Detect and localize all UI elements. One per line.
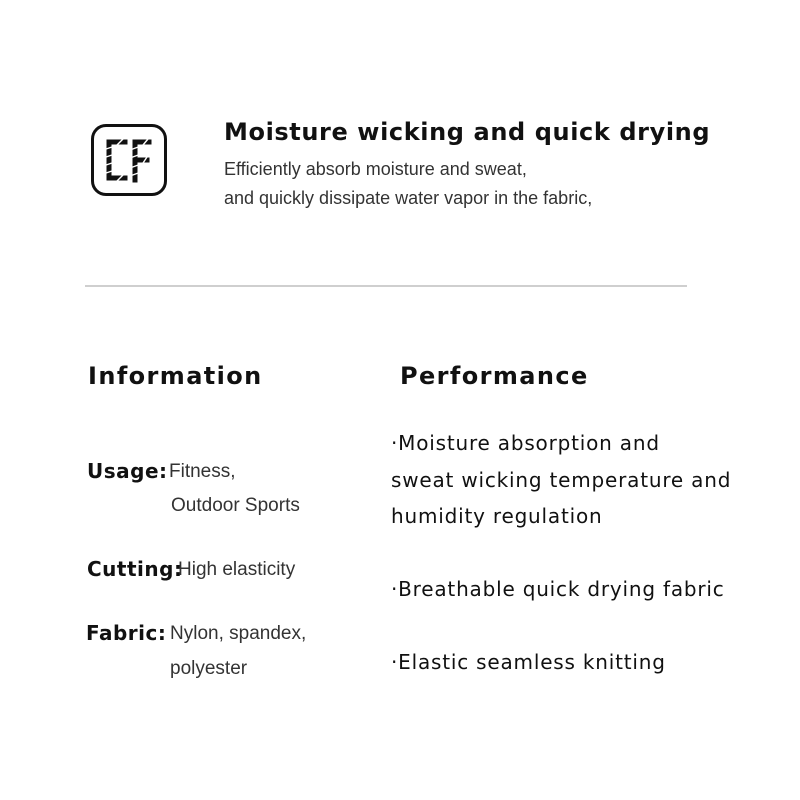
feature-title: Moisture wicking and quick drying [224,118,711,146]
usage-label: Usage: [87,459,168,483]
feature-description-line-1: Efficiently absorb moisture and sweat, [224,159,527,179]
information-title: Information [88,362,263,390]
performance-title: Performance [400,362,589,390]
usage-value-line-1: Fitness, [169,461,236,482]
performance-item-line-2: sweat wicking temperature and [391,468,732,492]
cf-logo-icon [91,124,167,196]
cutting-value: High elasticity [178,559,296,580]
fabric-value-line-1: Nylon, spandex, [170,623,307,644]
section-divider [85,285,687,287]
fabric-label: Fabric: [86,621,167,645]
performance-item-line-1: ·Moisture absorption and [391,431,660,455]
feature-description-line-2: and quickly dissipate water vapor in the fabric, [224,188,593,208]
fabric-value-line-2: polyester [170,658,248,679]
cf-logo-glyph [101,136,157,184]
performance-item-line-3: humidity regulation [391,504,603,528]
usage-value-line-2: Outdoor Sports [171,495,300,516]
cutting-label: Cutting: [87,557,183,581]
performance-item-line-4: ·Breathable quick drying fabric [391,577,725,601]
performance-item-line-5: ·Elastic seamless knitting [391,650,666,674]
